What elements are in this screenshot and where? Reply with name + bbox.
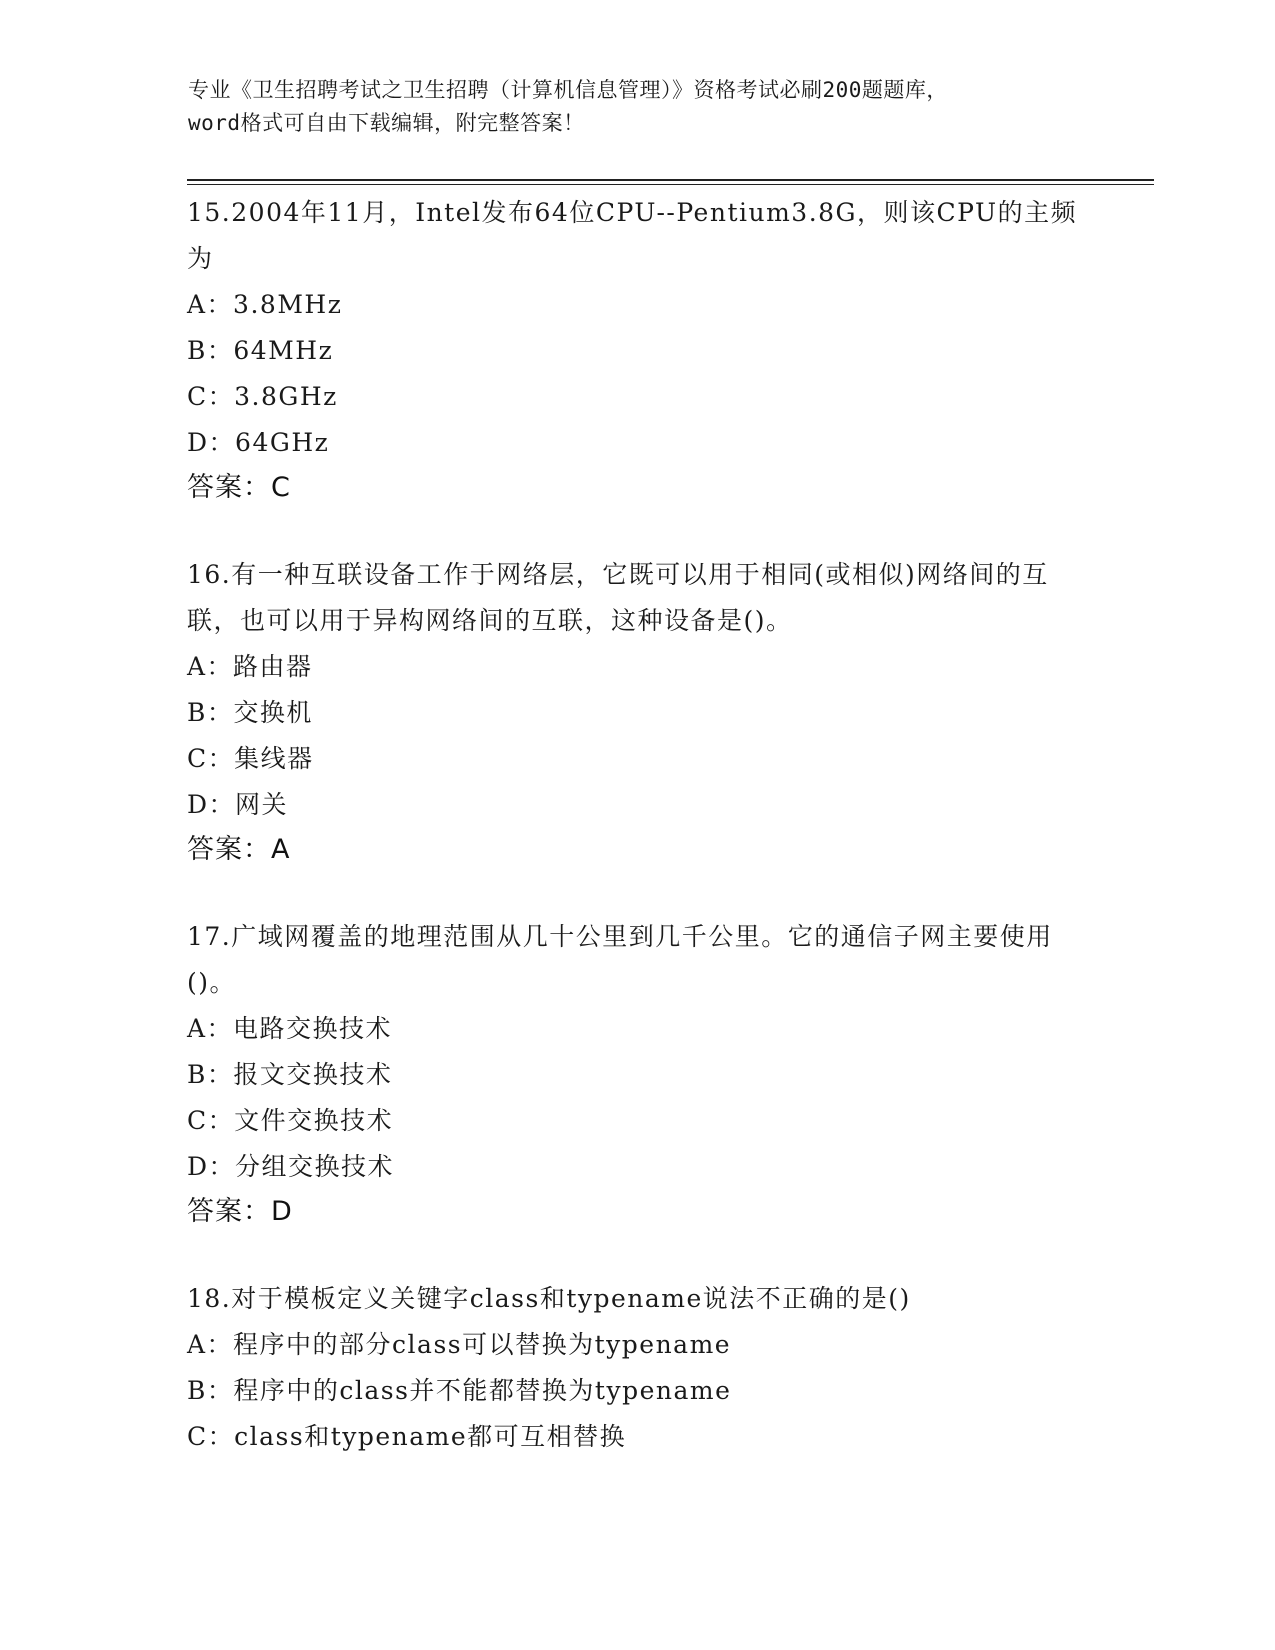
header-title-line-1: 专业《卫生招聘考试之卫生招聘（计算机信息管理）》资格考试必刷200题题库， <box>188 78 948 102</box>
question-17 <box>187 914 1087 1234</box>
option-d: D：分组交换技术 <box>187 1152 395 1181</box>
option-b: B：程序中的class并不能都替换为typename <box>187 1376 732 1405</box>
header-title-line-2: word格式可自由下载编辑，附完整答案！ <box>188 111 585 135</box>
question-16 <box>187 552 1087 872</box>
answer-label: 答案：C <box>187 472 291 503</box>
option-a: A：电路交换技术 <box>187 1014 393 1043</box>
question-spacer <box>187 872 1087 914</box>
option-b: B：报文交换技术 <box>187 1060 393 1089</box>
option-c: C：集线器 <box>187 744 314 773</box>
answer-label: 答案：A <box>187 834 291 865</box>
option-b: B：64MHz <box>187 336 334 365</box>
option-c: C：文件交换技术 <box>187 1106 394 1135</box>
question-list <box>187 190 1087 1460</box>
option-a: A：程序中的部分class可以替换为typename <box>187 1330 732 1359</box>
option-c: C：class和typename都可互相替换 <box>187 1422 627 1451</box>
header-divider-top <box>187 179 1154 181</box>
option-d: D：64GHz <box>187 428 330 457</box>
question-spacer <box>187 510 1087 552</box>
option-b: B：交换机 <box>187 698 313 727</box>
question-stem: 16.有一种互联设备工作于网络层，它既可以用于相同(或相似)网络间的互联，也可以用于异构网络间的互联，这种设备是()。 <box>187 560 1049 635</box>
option-a: A：路由器 <box>187 652 313 681</box>
question-spacer <box>187 1234 1087 1276</box>
answer-label: 答案：D <box>187 1196 293 1227</box>
option-d: D：网关 <box>187 790 289 819</box>
question-18 <box>187 1276 1087 1460</box>
question-stem: 15.2004年11月，Intel发布64位CPU--Pentium3.8G，则该CPU的主频为 <box>187 198 1078 273</box>
question-15 <box>187 190 1087 510</box>
option-c: C：3.8GHz <box>187 382 338 411</box>
question-stem: 18.对于模板定义关键字class和typename说法不正确的是() <box>187 1284 911 1313</box>
header-divider-bottom <box>187 184 1154 185</box>
question-stem: 17.广域网覆盖的地理范围从几十公里到几千公里。它的通信子网主要使用()。 <box>187 922 1053 997</box>
option-a: A：3.8MHz <box>187 290 343 319</box>
document-header <box>188 74 1088 140</box>
